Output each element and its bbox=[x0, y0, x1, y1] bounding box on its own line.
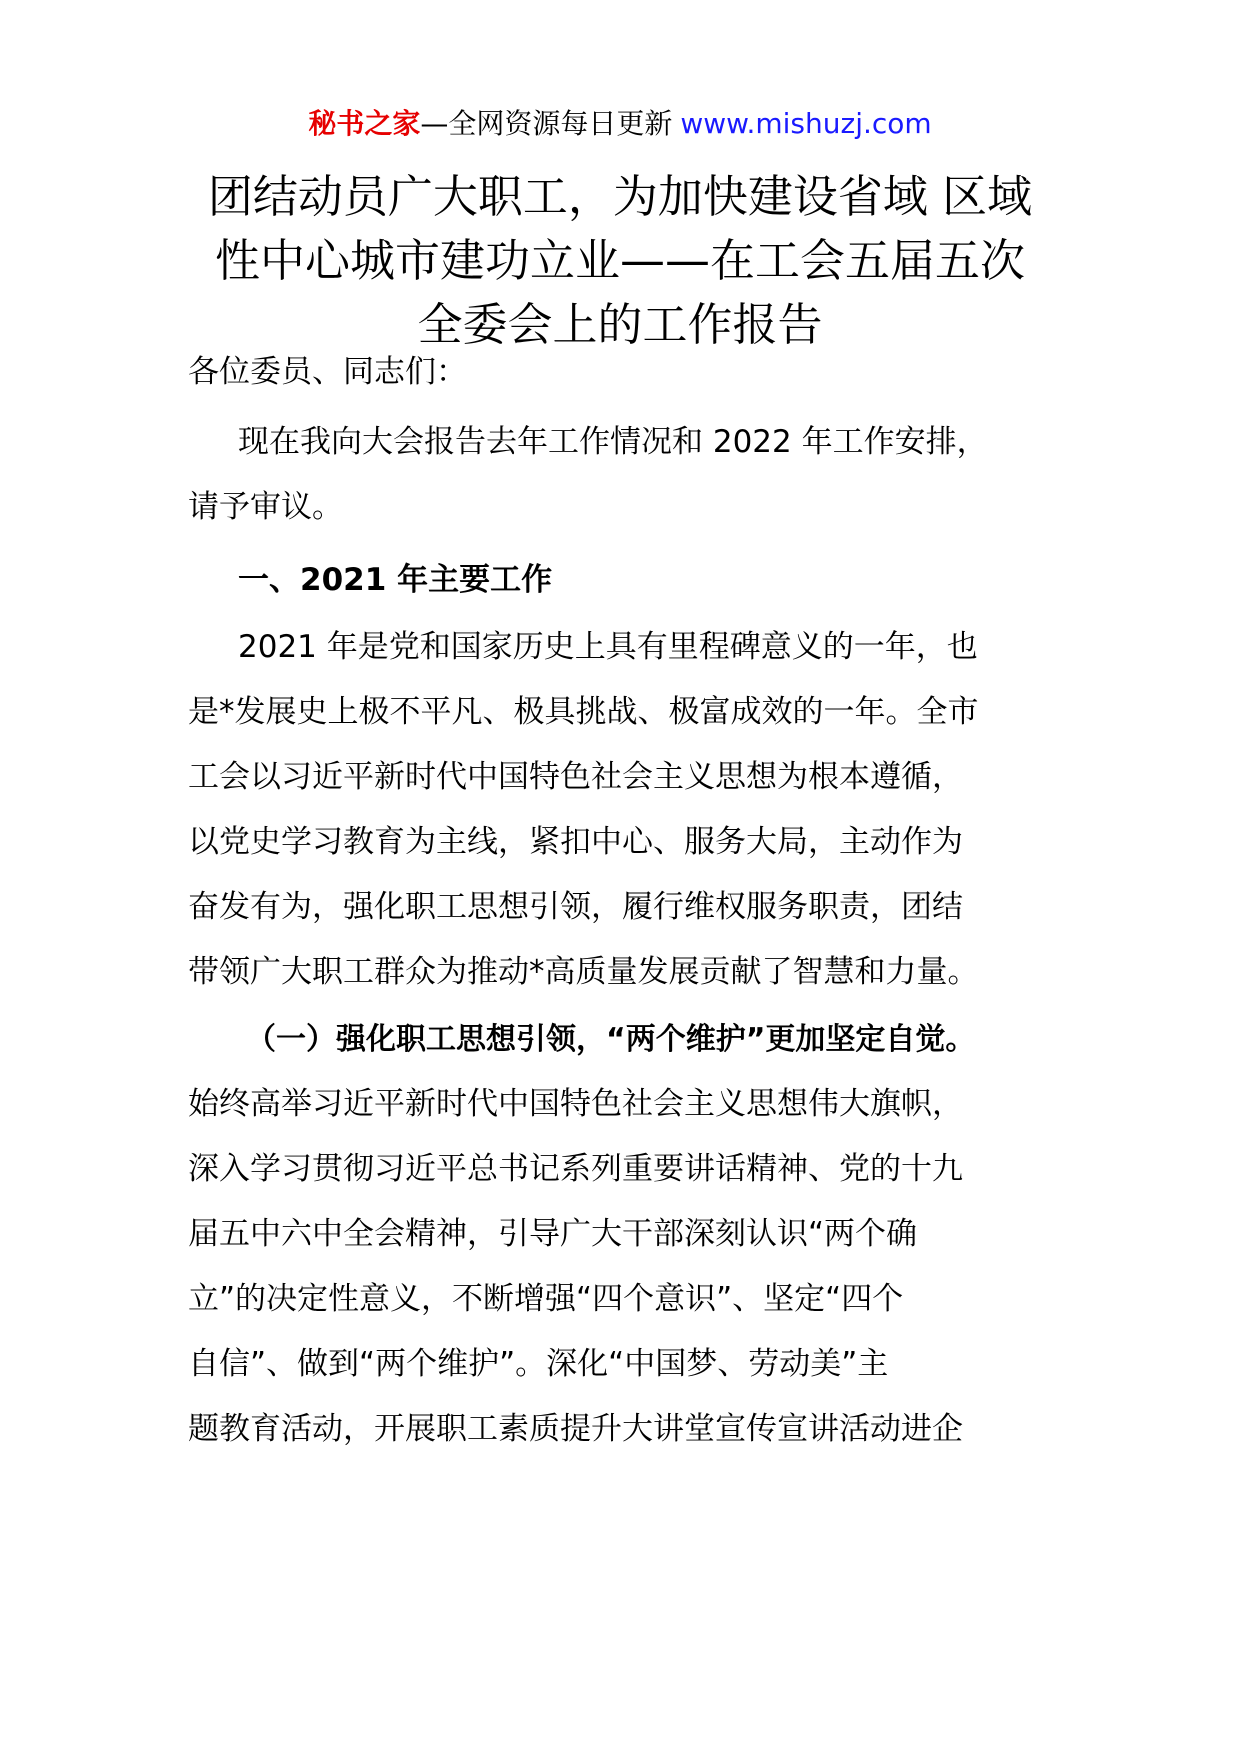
title-line: 性中心城市建功立业——在工会五届五次 bbox=[214, 234, 1025, 287]
paragraph-line: 奋发有为，强化职工思想引领，履行维权服务职责，团结 bbox=[188, 889, 963, 925]
paragraph-line: 以党史学习教育为主线，紧扣中心、服务大局，主动作为 bbox=[188, 824, 963, 860]
paragraph-line: 深入学习贯彻习近平总书记系列重要讲话精神、党的十九 bbox=[188, 1151, 963, 1187]
paragraph-line: 是*发展史上极不平凡、极具挑战、极富成效的一年。全市 bbox=[188, 694, 979, 730]
paragraph-line: 题教育活动，开展职工素质提升大讲堂宣传宣讲活动进企 bbox=[188, 1411, 963, 1447]
document-body bbox=[188, 340, 1058, 1462]
intro-line: 现在我向大会报告去年工作情况和 2022 年工作安排， bbox=[238, 424, 988, 460]
header-tagline: —全网资源每日更新 bbox=[420, 107, 673, 140]
paragraph-line: 自信”、做到“两个维护”。深化“中国梦、劳动美”主 bbox=[188, 1346, 889, 1382]
document-title bbox=[190, 165, 1050, 357]
paragraph-line: 工会以习近平新时代中国特色社会主义思想为根本遵循， bbox=[188, 759, 963, 795]
brand-name: 秘书之家 bbox=[308, 107, 421, 140]
paragraph-line: 立”的决定性意义，不断增强“四个意识”、坚定“四个 bbox=[188, 1281, 904, 1317]
paragraph-line: 带领广大职工群众为推动*高质量发展贡献了智慧和力量。 bbox=[188, 954, 979, 990]
subsection-heading: （一）强化职工思想引领，“两个维护”更加坚定自觉。 bbox=[246, 1022, 976, 1057]
intro-line: 请予审议。 bbox=[188, 489, 343, 525]
section-heading: 一、2021 年主要工作 bbox=[238, 562, 553, 598]
title-line: 团结动员广大职工，为加快建设省域 区域 bbox=[207, 170, 1033, 223]
salutation: 各位委员、同志们： bbox=[188, 354, 467, 390]
paragraph-line: 始终高举习近平新时代中国特色社会主义思想伟大旗帜， bbox=[188, 1086, 963, 1122]
paragraph-line: 2021 年是党和国家历史上具有里程碑意义的一年，也 bbox=[238, 629, 978, 665]
paragraph-line: 届五中六中全会精神，引导广大干部深刻认识“两个确 bbox=[188, 1216, 918, 1252]
title-line: 全委会上的工作报告 bbox=[417, 298, 823, 351]
site-url-link[interactable]: www.mishuzj.com bbox=[680, 107, 932, 140]
site-header bbox=[0, 104, 1240, 144]
